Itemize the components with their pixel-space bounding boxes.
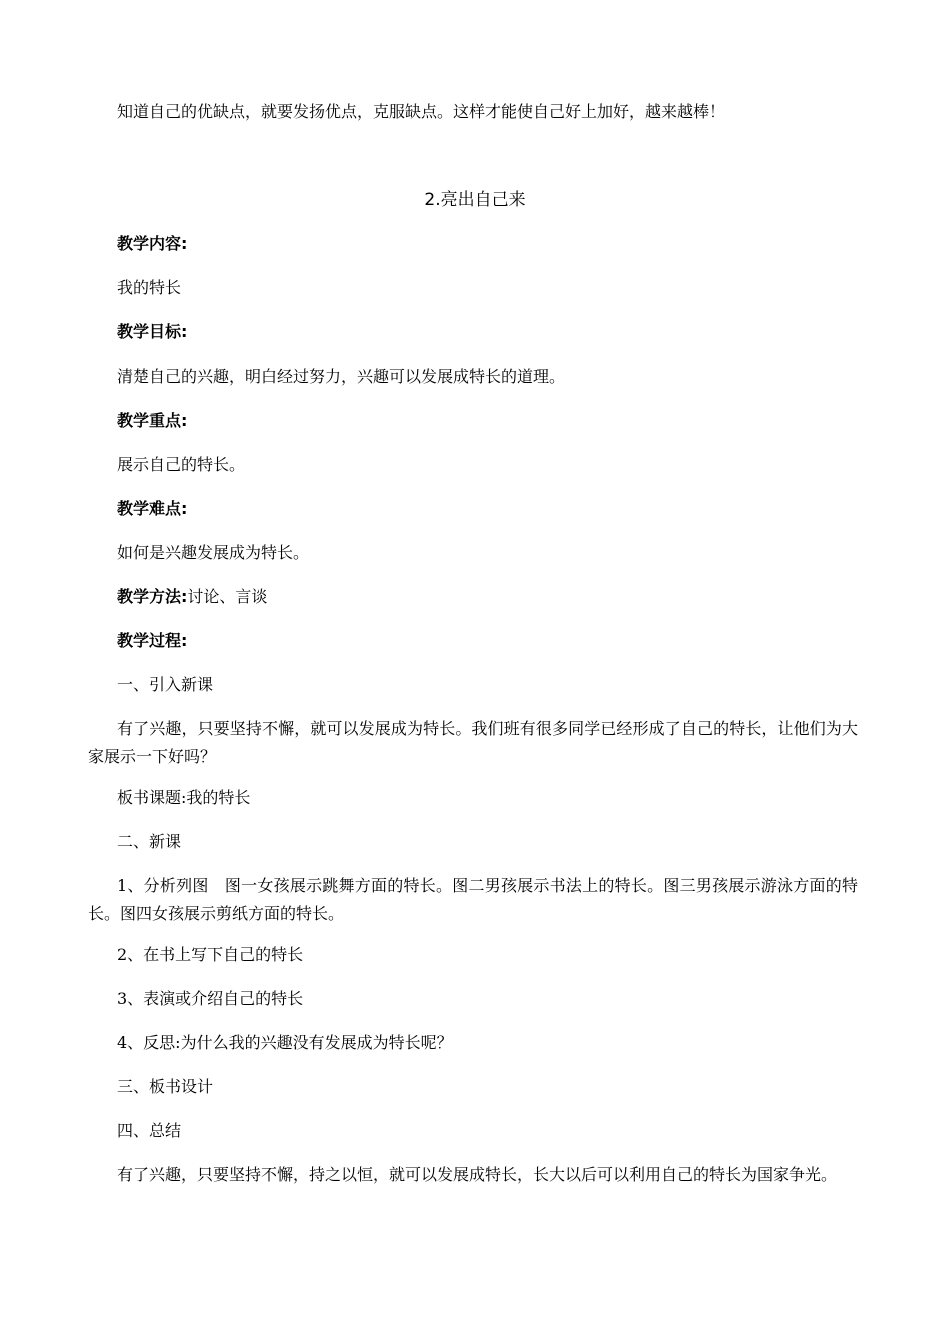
step4-heading: 四、总结 — [117, 1121, 182, 1140]
method-line — [117, 585, 267, 609]
method-label: 教学方法: — [117, 587, 188, 606]
intro-line: 知道自己的优缺点，就要发扬优点，克服缺点。这样才能使自己好上加好，越来越棒！ — [117, 102, 726, 121]
lesson-title: 2.亮出自己来 — [424, 190, 526, 210]
item-4: 4、反思:为什么我的兴趣没有发展成为特长呢？ — [117, 1033, 453, 1052]
item-3: 3、表演或介绍自己的特长 — [117, 989, 304, 1008]
item-1: 1、分析列图 图一女孩展示跳舞方面的特长。图二男孩展示书法上的特长。图三男孩展示游泳方面的特长。图四女孩展示剪纸方面的特长。 — [88, 876, 858, 923]
content-label: 教学内容: — [117, 234, 188, 253]
step1-paragraph: 有了兴趣，只要坚持不懈，就可以发展成为特长。我们班有很多同学已经形成了自己的特长，让他们为大家展示一下好吗？ — [88, 719, 858, 766]
difficulty-label: 教学难点: — [117, 499, 188, 518]
board-topic: 板书课题:我的特长 — [117, 788, 251, 807]
difficulty-value: 如何是兴趣发展成为特长。 — [117, 543, 310, 562]
focus-value: 展示自己的特长。 — [117, 455, 246, 474]
method-value: 讨论、言谈 — [187, 587, 268, 606]
step2-heading: 二、新课 — [117, 832, 182, 851]
summary-paragraph: 有了兴趣，只要坚持不懈，持之以恒，就可以发展成特长，长大以后可以利用自己的特长为国家争光。 — [117, 1165, 838, 1184]
focus-label: 教学重点: — [117, 411, 188, 430]
goal-value: 清楚自己的兴趣，明白经过努力，兴趣可以发展成特长的道理。 — [117, 367, 566, 386]
goal-label: 教学目标: — [117, 322, 188, 341]
item-2: 2、在书上写下自己的特长 — [117, 945, 304, 964]
process-label: 教学过程: — [117, 631, 188, 650]
step3-heading: 三、板书设计 — [117, 1077, 214, 1096]
step1-heading: 一、引入新课 — [117, 675, 214, 694]
content-value: 我的特长 — [117, 278, 182, 297]
